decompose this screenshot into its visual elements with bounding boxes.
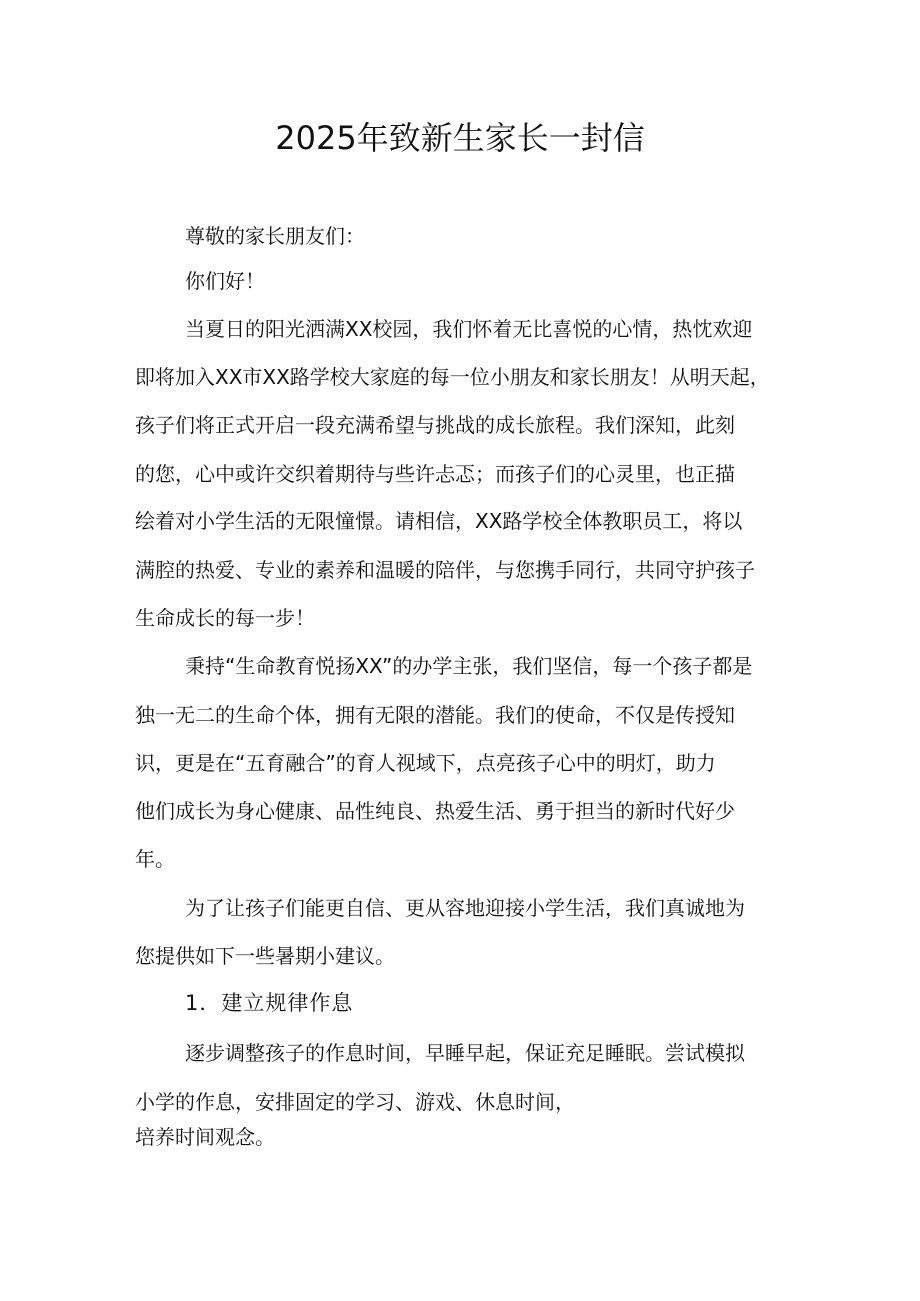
- paragraph-2-line-1: 秉持“生命教育悦扬XX”的办学主张，我们坚信，每一个孩子都是: [185, 654, 753, 678]
- section-body-line-2: 小学的作息，安排固定的学习、游戏、休息时间，: [135, 1090, 575, 1114]
- paragraph-2-line-5: 年。: [135, 847, 175, 871]
- document-title: 2025年致新生家长一封信: [275, 119, 645, 157]
- paragraph-3-line-2: 您提供如下一些暑期小建议。: [135, 944, 395, 968]
- paragraph-3-line-1: 为了让孩子们能更自信、更从容地迎接小学生活，我们真诚地为: [185, 896, 745, 920]
- paragraph-1-line-5: 绘着对小学生活的无限憧憬。请相信，XX路学校全体教职员工，将以: [135, 509, 743, 533]
- paragraph-2-line-3: 识，更是在“五育融合”的育人视域下，点亮孩子心中的明灯，助力: [135, 751, 716, 775]
- section-heading: 1．建立规律作息: [185, 991, 354, 1015]
- paragraph-1-line-6: 满腔的热爱、专业的素养和温暖的陪伴，与您携手同行，共同守护孩子: [135, 558, 755, 582]
- greeting: 你们好！: [185, 269, 265, 293]
- salutation: 尊敬的家长朋友们：: [185, 224, 365, 248]
- paragraph-1-line-2: 即将加入XX市XX路学校大家庭的每一位小朋友和家长朋友！从明天起，: [135, 365, 770, 389]
- paragraph-2-line-2: 独一无二的生命个体，拥有无限的潜能。我们的使命，不仅是传授知: [135, 703, 735, 727]
- section-body-line-3: 培养时间观念。: [135, 1125, 275, 1149]
- paragraph-1-line-1: 当夏日的阳光洒满XX校园，我们怀着无比喜悦的心情，热忱欢迎: [185, 317, 753, 341]
- paragraph-2-line-4: 他们成长为身心健康、品性纯良、热爱生活、勇于担当的新时代好少: [135, 799, 735, 823]
- paragraph-1-line-4: 的您，心中或许交织着期待与些许忐忑；而孩子们的心灵里，也正描: [135, 462, 735, 486]
- section-body-line-1: 逐步调整孩子的作息时间，早睡早起，保证充足睡眠。尝试模拟: [185, 1041, 745, 1065]
- paragraph-1-line-3: 孩子们将正式开启一段充满希望与挑战的成长旅程。我们深知，此刻: [135, 413, 735, 437]
- paragraph-1-line-7: 生命成长的每一步！: [135, 606, 315, 630]
